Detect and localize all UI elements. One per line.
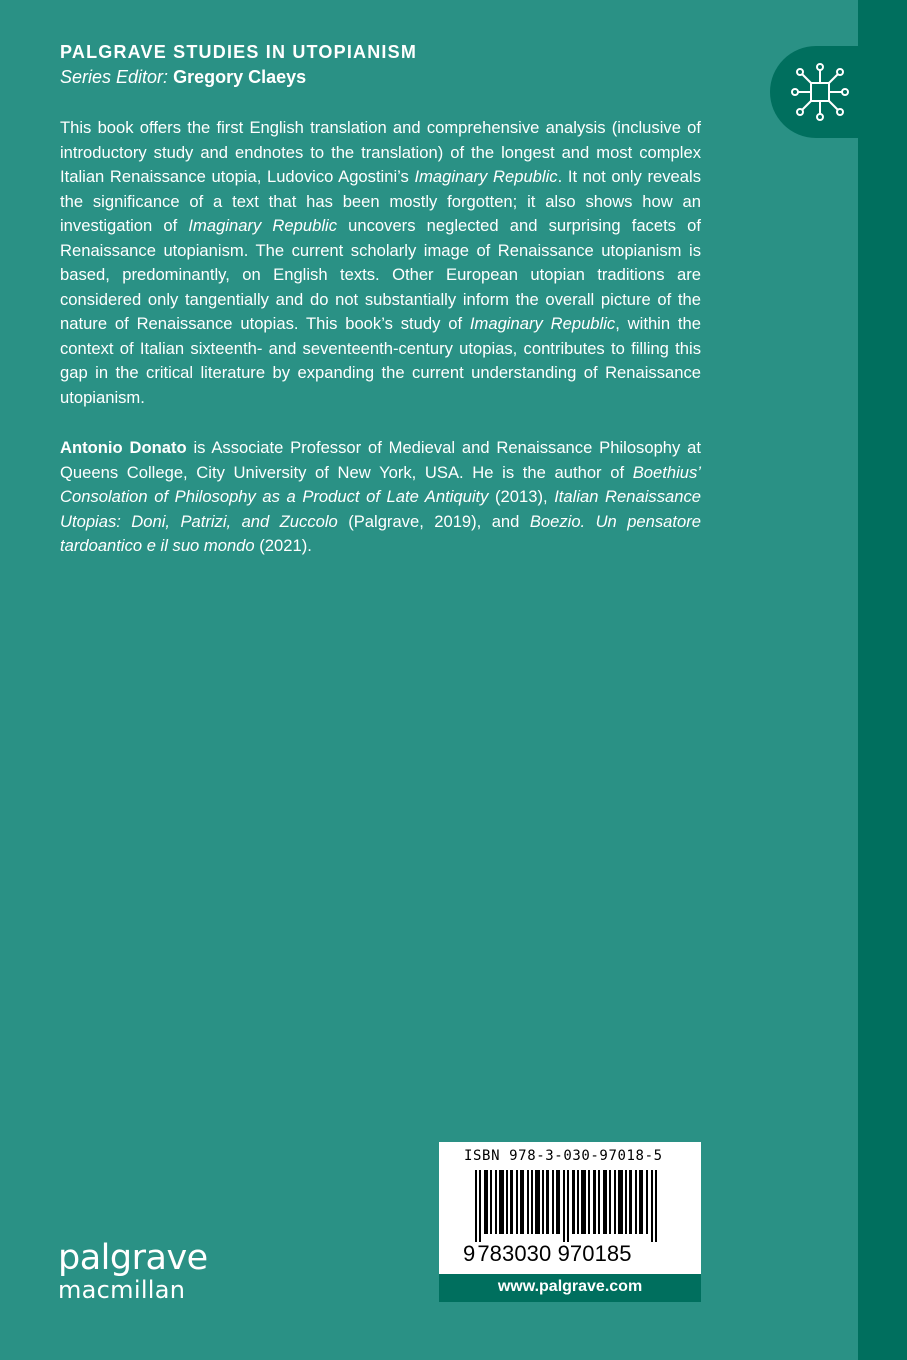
description-text: . It not only reveals the significance of a text that has been mostly forgotten; it also shows how an investigation of [60, 167, 701, 235]
description-text: This book offers the first English translation and comprehensive analysis (inclusive of introductory study and endnotes to the translation) of the longest and most complex Italian Renaissance utopia, Ludovico Agostini’s [60, 118, 701, 186]
series-title: PALGRAVE STUDIES IN UTOPIANISM [60, 42, 418, 62]
series-editor-name: Gregory Claeys [173, 67, 307, 87]
book-title-ref: Imaginary Republic [414, 167, 558, 186]
book-title-ref: Imaginary Republic [188, 216, 337, 235]
spine-strip [858, 0, 907, 1360]
publisher-line-1: palgrave [58, 1238, 208, 1278]
website-url: www.palgrave.com [439, 1274, 701, 1302]
book-title-ref: Imaginary Republic [469, 314, 616, 333]
bio-text: (2021). [254, 536, 312, 555]
author-name: Antonio Donato [60, 438, 187, 457]
series-editor [60, 67, 306, 88]
author-bio [60, 436, 701, 559]
barcode-digit-prefix: 9 [463, 1241, 476, 1266]
bio-text: is Associate Professor of Medieval and Renaissance Philosophy at Queens College, City University of New York, USA. He is the author of [60, 438, 701, 482]
series-editor-label: Series Editor: [60, 67, 169, 87]
book-description [60, 116, 701, 410]
barcode-bars-icon [475, 1170, 665, 1242]
publisher-logo [58, 1240, 208, 1304]
description-text: , within the context of Italian sixteenth- and seventeenth-century utopias, contributes to filling this gap in the critical literature by expanding the current understanding of Renaissance utopianism. [60, 314, 701, 407]
series-logo-tab [770, 46, 870, 138]
work-title: Boezio. Un pensatore tardoantico e il suo mondo [60, 511, 702, 555]
palgrave-network-icon [784, 56, 856, 128]
work-title: Boethius’ Consolation of Philosophy as a Product of Late Antiquity [60, 462, 701, 506]
description-text: uncovers neglected and surprising facets of Renaissance utopianism. The current scholarly image of Renaissance utopianism is based, predominantly, on English texts. Other European utopian traditions are considered only tangentially and do not substantially inform the overall picture of the nature of Renaissance utopias. This book’s study of [60, 216, 701, 333]
isbn-label: ISBN 978-3-030-97018-5 [464, 1148, 663, 1164]
isbn-barcode [439, 1142, 701, 1274]
barcode-digit-groups: 783030 970185 [477, 1241, 632, 1266]
publisher-line-2: macmillan [58, 1276, 186, 1304]
bio-text: (2013), [488, 487, 555, 506]
barcode-digits [463, 1241, 632, 1267]
work-title: Italian Renaissance Utopias: Doni, Patrizi, and Zuccolo [60, 487, 701, 531]
bio-text: (Palgrave, 2019), and [337, 511, 530, 531]
